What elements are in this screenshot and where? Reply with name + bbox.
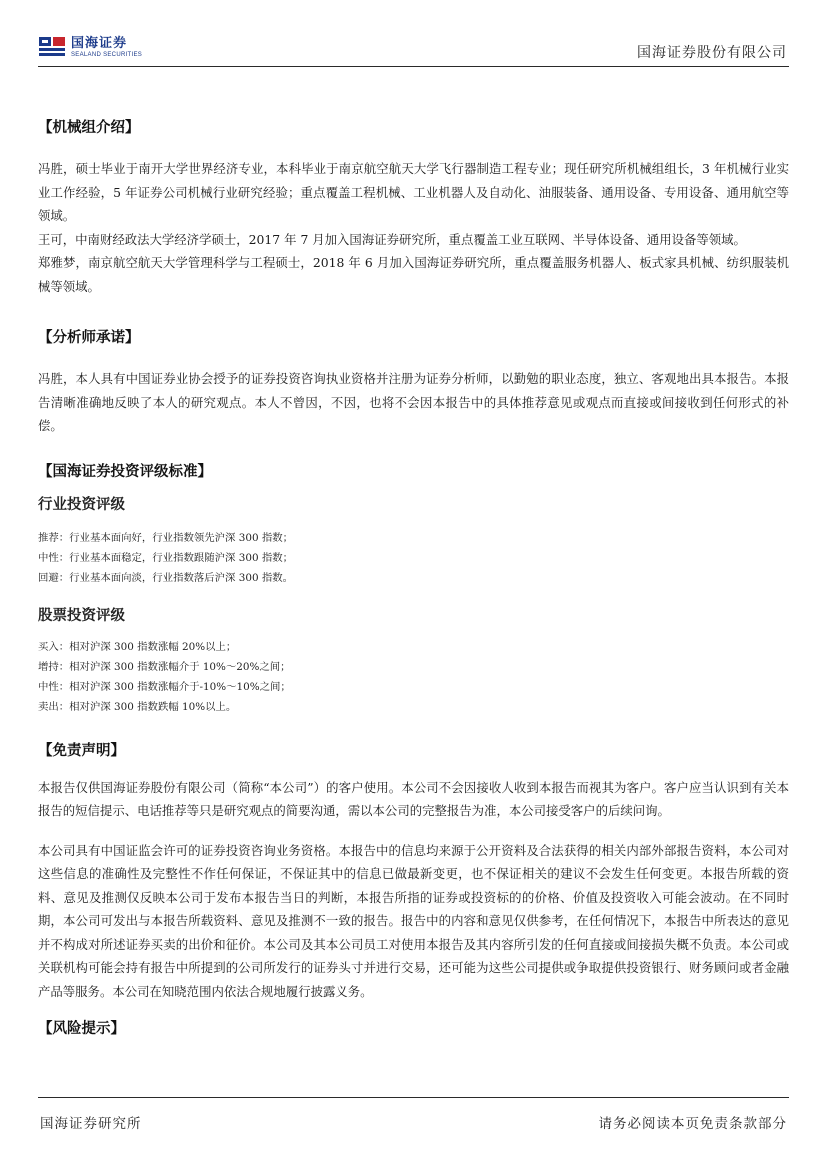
disclaimer-paragraph: 本报告仅供国海证券股份有限公司（简称“本公司”）的客户使用。本公司不会因接收人收到本报告而视其为客户。客户应当认识到有关本报告的短信提示、电话推荐等只是研究观点的简要沟通，需以本公司的完整报告为准，本公司接受客户的后续问询。 (38, 779, 789, 818)
risk-section (38, 1017, 789, 1038)
industry-rating-heading: 行业投资评级 (38, 496, 125, 513)
disclaimer-section-title: 【免责声明】 (38, 742, 125, 759)
commitment-paragraph: 冯胜，本人具有中国证券业协会授予的证券投资咨询执业资格并注册为证券分析师，以勤勉的职业态度，独立、客观地出具本报告。本报告清晰准确地反映了本人的研究观点。本人不曾因，不因，也将不会因本报告中的具体推荐意见或观点而直接或间接收到任何形式的补偿。 (38, 371, 789, 433)
stock-rating-line: 增持：相对沪深 300 指数涨幅介于 10%～20%之间； (38, 660, 291, 673)
team-member-paragraph: 冯胜，硕士毕业于南开大学世界经济专业，本科毕业于南京航空航天大学飞行器制造工程专业；现任研究所机械组组长，3 年机械行业实业工作经验，5 年证券公司机械行业研究经验；重点覆盖工程机械、工业机器人及自动化、油服装备、通用设备、专用设备、通用航空等领域。 (38, 161, 789, 223)
rating-section (38, 460, 789, 717)
sealand-logo-icon (38, 36, 66, 58)
stock-rating-line: 卖出：相对沪深 300 指数跌幅 10%以上。 (38, 700, 237, 713)
industry-rating-line: 推荐：行业基本面向好，行业指数领先沪深 300 指数； (38, 531, 294, 544)
disclaimer-section (38, 739, 789, 1004)
footer-institute: 国海证券研究所 (40, 1116, 142, 1132)
industry-rating-line: 回避：行业基本面向淡，行业指数落后沪深 300 指数。 (38, 571, 294, 584)
company-logo (38, 36, 142, 58)
page-footer (38, 1097, 789, 1132)
team-member-paragraph: 王可，中南财经政法大学经济学硕士，2017 年 7 月加入国海证券研究所，重点覆盖工业互联网、半导体设备、通用设备等领域。 (38, 231, 746, 247)
logo-en-text: SEALAND SECURITIES (71, 51, 143, 58)
risk-section-title: 【风险提示】 (38, 1021, 125, 1037)
commitment-section-title: 【分析师承诺】 (38, 330, 140, 346)
page-content (38, 116, 789, 1038)
team-section (38, 116, 789, 298)
footer-notice: 请务必阅读本页免责条款部分 (598, 1116, 787, 1132)
industry-rating-line: 中性：行业基本面稳定，行业指数跟随沪深 300 指数； (38, 551, 294, 564)
stock-rating-line: 中性：相对沪深 300 指数涨幅介于-10%～10%之间； (38, 680, 291, 693)
team-section-title: 【机械组介绍】 (38, 120, 140, 136)
disclaimer-paragraph: 本公司具有中国证监会许可的证券投资咨询业务资格。本报告中的信息均来源于公开资料及合法获得的相关内部外部报告资料，本公司对这些信息的准确性及完整性不作任何保证，不保证其中的信息已做最新变更，也不保证相关的建议不会发生任何变更。本报告所载的资料、意见及推测仅反映本公司于发布本报告当日的判断，本报告所指的证券或投资标的的价格、价值及投资收入可能会波动。在不同时期，本公司可发出与本报告所载资料、意见及推测不一致的报告。报告中的内容和意见仅供参考，在任何情况下，本报告中所表达的意见并不构成对所述证券买卖的出价和征价。本公司及其本公司员工对使用本报告及其内容所引发的任何直接或间接损失概不负责。本公司或关联机构可能会持有报告中所提到的公司所发行的证券头寸并进行交易，还可能为这些公司提供或争取提供投资银行、财务顾问或者金融产品等服务。本公司在知晓范围内依法合规地履行披露义务。 (38, 842, 789, 999)
stock-rating-heading: 股票投资评级 (38, 607, 125, 624)
logo-cn-text: 国海证券 (71, 35, 128, 51)
team-member-paragraph: 郑雅梦，南京航空航天大学管理科学与工程硕士，2018 年 6 月加入国海证券研究所，重点覆盖服务机器人、板式家具机械、纺织服装机械等领域。 (38, 255, 789, 294)
commitment-section (38, 326, 789, 438)
page-header (38, 32, 789, 67)
stock-rating-line: 买入：相对沪深 300 指数涨幅 20%以上； (38, 640, 237, 653)
rating-section-title: 【国海证券投资评级标准】 (38, 463, 212, 480)
company-name: 国海证券股份有限公司 (637, 45, 787, 61)
